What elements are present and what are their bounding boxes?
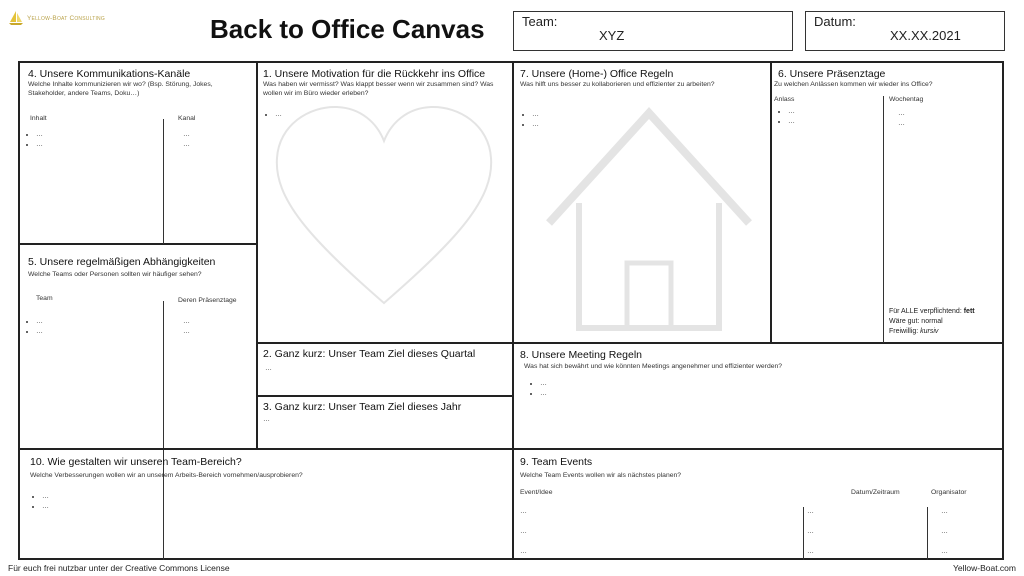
- section-3-title: 3. Ganz kurz: Unser Team Ziel dieses Jahr: [263, 401, 462, 413]
- table-cell[interactable]: …: [807, 508, 814, 515]
- house-icon: [539, 103, 759, 333]
- section-6-subtitle: Zu welchen Anlässen kommen wir wieder ins Office?: [774, 81, 933, 88]
- table-row[interactable]: …: [520, 548, 527, 555]
- section-9-col-date: Datum/Zeitraum: [851, 489, 900, 496]
- section-2-content[interactable]: …: [265, 365, 272, 372]
- section-4-col-content: Inhalt: [30, 115, 47, 122]
- section-10-title: 10. Wie gestalten wir unseren Team-Bereich?: [30, 456, 242, 468]
- team-field[interactable]: [513, 11, 793, 51]
- list-item[interactable]: …: [183, 141, 190, 148]
- section-6-col-occasion: Anlass: [774, 96, 795, 103]
- team-value: XYZ: [599, 28, 625, 43]
- list-item[interactable]: • …: [36, 317, 43, 327]
- legend-mandatory: fett: [963, 308, 975, 315]
- section-9-col-organizer: Organisator: [931, 489, 967, 496]
- table-row[interactable]: …: [520, 508, 527, 515]
- legend-nice: normal: [921, 318, 943, 325]
- list-item[interactable]: …: [183, 318, 190, 325]
- sailboat-icon: [8, 10, 24, 26]
- list-item[interactable]: • …: [36, 327, 43, 337]
- section-4-title: 4. Unsere Kommunikations-Kanäle: [28, 68, 191, 80]
- list-item[interactable]: …: [898, 110, 905, 117]
- footer-website[interactable]: Yellow-Boat.com: [953, 563, 1016, 573]
- section-5-col-presence: Deren Präsenztage: [178, 297, 237, 304]
- list-item[interactable]: • …: [788, 117, 795, 127]
- table-cell[interactable]: …: [807, 548, 814, 555]
- table-cell[interactable]: …: [941, 528, 948, 535]
- list-item[interactable]: • …: [532, 110, 539, 120]
- list-item[interactable]: • …: [42, 502, 49, 512]
- list-item[interactable]: • …: [532, 120, 539, 130]
- page-title: Back to Office Canvas: [210, 14, 485, 44]
- date-value: XX.XX.2021: [890, 28, 961, 43]
- list-item[interactable]: …: [183, 131, 190, 138]
- section-1-title: 1. Unsere Motivation für die Rückkehr ins Office: [263, 68, 486, 80]
- section-5-col-team: Team: [36, 295, 53, 302]
- list-item[interactable]: • …: [36, 130, 43, 140]
- canvas-board: [18, 61, 1004, 560]
- table-cell[interactable]: …: [941, 548, 948, 555]
- section-3-content[interactable]: …: [263, 416, 270, 423]
- section-4-col-channel: Kanal: [178, 115, 196, 122]
- list-item[interactable]: …: [898, 120, 905, 127]
- section-4-subtitle: Welche Inhalte kommunizieren wir wo? (Bsp. Störung, Jokes, Stakeholder, andere Teams, Doku…): [28, 81, 213, 97]
- section-6-title: 6. Unsere Präsenztage: [778, 68, 886, 80]
- team-label: Team:: [522, 14, 558, 29]
- table-row[interactable]: …: [520, 528, 527, 535]
- list-item[interactable]: • …: [36, 140, 43, 150]
- list-item[interactable]: • …: [275, 110, 282, 120]
- section-10-subtitle: Welche Verbesserungen wollen wir an unserem Arbeits-Bereich vornehmen/ausprobieren?: [30, 472, 303, 479]
- section-9-subtitle: Welche Team Events wollen wir als nächstes planen?: [520, 472, 682, 479]
- company-logo: [8, 10, 105, 26]
- section-8-subtitle: Was hat sich bewährt und wie könnten Meetings angenehmer und effizienter werden?: [524, 363, 783, 370]
- list-item[interactable]: • …: [540, 379, 547, 389]
- table-cell[interactable]: …: [807, 528, 814, 535]
- section-5-title: 5. Unsere regelmäßigen Abhängigkeiten: [28, 256, 216, 268]
- section-5-subtitle: Welche Teams oder Personen sollten wir häufiger sehen?: [28, 271, 202, 278]
- section-9-title: 9. Team Events: [520, 456, 593, 468]
- list-item[interactable]: • …: [540, 389, 547, 399]
- table-cell[interactable]: …: [941, 508, 948, 515]
- section-7-subtitle: Was hilft uns besser zu kollaborieren und effizienter zu arbeiten?: [520, 81, 715, 88]
- list-item[interactable]: …: [183, 328, 190, 335]
- section-6-col-weekday: Wochentag: [889, 96, 924, 103]
- section-9-col-event: Event/Idee: [520, 489, 553, 496]
- date-field[interactable]: [805, 11, 1005, 51]
- section-8-title: 8. Unsere Meeting Regeln: [520, 349, 642, 361]
- footer-license: Für euch frei nutzbar unter der Creative Commons License: [8, 563, 230, 573]
- legend-optional: kursiv: [920, 328, 939, 335]
- date-label: Datum:: [814, 14, 856, 29]
- heart-icon: [269, 103, 499, 308]
- section-7-title: 7. Unsere (Home-) Office Regeln: [520, 68, 674, 80]
- list-item[interactable]: • …: [42, 492, 49, 502]
- logo-text: Yellow-Boat Consulting: [27, 14, 105, 22]
- section-1-subtitle: Was haben wir vermisst? Was klappt besser wenn wir zusammen sind? Was wollen wir im Büro wieder erleben?: [263, 81, 494, 97]
- list-item[interactable]: • …: [788, 107, 795, 117]
- presence-legend: Für ALLE verpflichtend: fett Wäre gut: normal Freiwillig: kursiv: [889, 308, 975, 335]
- section-2-title: 2. Ganz kurz: Unser Team Ziel dieses Quartal: [263, 348, 476, 360]
